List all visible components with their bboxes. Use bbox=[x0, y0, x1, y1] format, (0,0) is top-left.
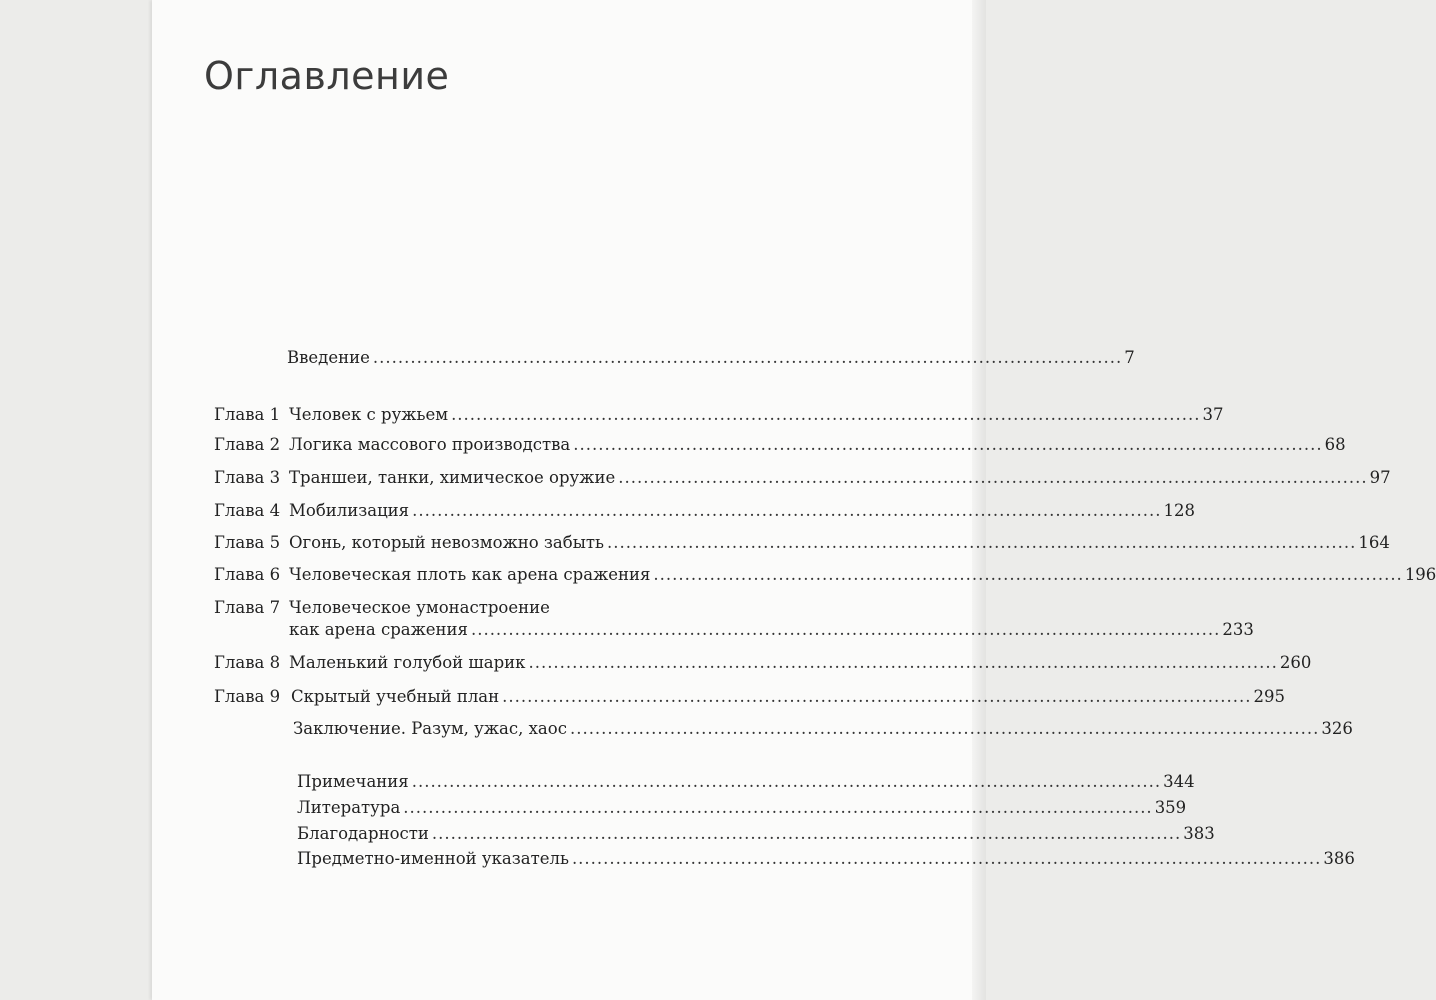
entry-title-line-2: как арена сражения bbox=[289, 620, 468, 639]
entry-title: Маленький голубой шарик bbox=[289, 653, 526, 672]
entry-page: 295 bbox=[1253, 687, 1286, 706]
chapter-label: Глава 8 bbox=[214, 653, 281, 672]
entry-page: 260 bbox=[1279, 653, 1312, 672]
leader-dots: ........................................................................................................................ bbox=[411, 772, 1162, 791]
page-title: Оглавление bbox=[204, 54, 450, 98]
entry-page: 196 bbox=[1404, 565, 1436, 584]
leader-dots: ........................................................................................................................ bbox=[618, 468, 1368, 487]
entry-page: 359 bbox=[1154, 798, 1187, 817]
entry-title: Предметно-именной указатель bbox=[297, 849, 569, 868]
entry-title: Введение bbox=[287, 348, 370, 367]
chapter-label: Глава 2 bbox=[214, 435, 281, 454]
entry-title: Примечания bbox=[297, 772, 409, 791]
leader-dots: ........................................................................................................................ bbox=[571, 849, 1322, 868]
entry-page: 164 bbox=[1358, 533, 1390, 552]
entry-title: Скрытый учебный план bbox=[291, 687, 500, 706]
chapter-label: Глава 9 bbox=[214, 687, 281, 706]
entry-title: Благодарности bbox=[297, 824, 429, 843]
toc-entry-conclusion bbox=[293, 718, 1353, 740]
leader-dots: ........................................................................................................................ bbox=[372, 348, 1123, 367]
leader-dots: ........................................................................................................................ bbox=[412, 501, 1162, 520]
leader-dots: ........................................................................................................................ bbox=[528, 653, 1278, 672]
leader-dots: ........................................................................................................................ bbox=[502, 687, 1252, 706]
entry-page: 128 bbox=[1163, 501, 1195, 520]
toc-entry-bibliography bbox=[297, 797, 1187, 819]
leader-dots: ........................................................................................................................ bbox=[470, 620, 1221, 639]
entry-page: 383 bbox=[1183, 824, 1215, 843]
entry-page: 344 bbox=[1163, 772, 1195, 791]
entry-title: Человеческая плоть как арена сражения bbox=[289, 565, 651, 584]
chapter-label: Глава 6 bbox=[214, 565, 281, 584]
entry-page: 97 bbox=[1369, 468, 1391, 487]
leader-dots: ........................................................................................................................ bbox=[451, 405, 1201, 424]
toc-entry-chapter-7 bbox=[289, 619, 1254, 641]
leader-dots: ........................................................................................................................ bbox=[573, 435, 1323, 454]
chapter-label: Глава 7 bbox=[214, 598, 281, 617]
leader-dots: ........................................................................................................................ bbox=[569, 719, 1320, 738]
leader-dots: ........................................................................................................................ bbox=[403, 798, 1153, 817]
leader-dots: ........................................................................................................................ bbox=[606, 533, 1357, 552]
toc-entry-introduction bbox=[287, 347, 1135, 369]
entry-page: 37 bbox=[1202, 405, 1224, 424]
entry-title: Мобилизация bbox=[289, 501, 410, 520]
chapter-label: Глава 1 bbox=[214, 405, 281, 424]
toc-entry-notes bbox=[297, 771, 1195, 793]
entry-title: Заключение. Разум, ужас, хаос bbox=[293, 719, 567, 738]
entry-page: 386 bbox=[1323, 849, 1355, 868]
chapter-label: Глава 3 bbox=[214, 468, 281, 487]
toc-entry-chapter-2 bbox=[289, 434, 1346, 456]
toc-entry-chapter-8 bbox=[289, 652, 1312, 674]
entry-page: 326 bbox=[1321, 719, 1353, 738]
leader-dots: ........................................................................................................................ bbox=[653, 565, 1403, 584]
entry-title-line-1: Человеческое умонастроение bbox=[289, 598, 550, 617]
toc-entry-chapter-1 bbox=[289, 404, 1224, 426]
toc-entry-chapter-3 bbox=[289, 467, 1391, 489]
entry-title: Логика массового производства bbox=[289, 435, 571, 454]
toc-entry-acknowledgements bbox=[297, 823, 1215, 845]
chapter-label: Глава 4 bbox=[214, 501, 281, 520]
toc-entry-chapter-5 bbox=[289, 532, 1390, 554]
toc-entry-index bbox=[297, 848, 1355, 870]
entry-title: Траншеи, танки, химическое оружие bbox=[289, 468, 616, 487]
leader-dots: ........................................................................................................................ bbox=[431, 824, 1182, 843]
entry-page: 68 bbox=[1324, 435, 1346, 454]
entry-page: 7 bbox=[1124, 348, 1135, 367]
entry-page: 233 bbox=[1222, 620, 1254, 639]
toc-entry-chapter-4 bbox=[289, 500, 1195, 522]
toc-entry-chapter-9 bbox=[291, 686, 1286, 708]
chapter-label: Глава 5 bbox=[214, 533, 281, 552]
entry-title: Человек с ружьем bbox=[289, 405, 449, 424]
toc-entry-chapter-6 bbox=[289, 564, 1436, 586]
entry-title: Литература bbox=[297, 798, 401, 817]
entry-title: Огонь, который невозможно забыть bbox=[289, 533, 604, 552]
